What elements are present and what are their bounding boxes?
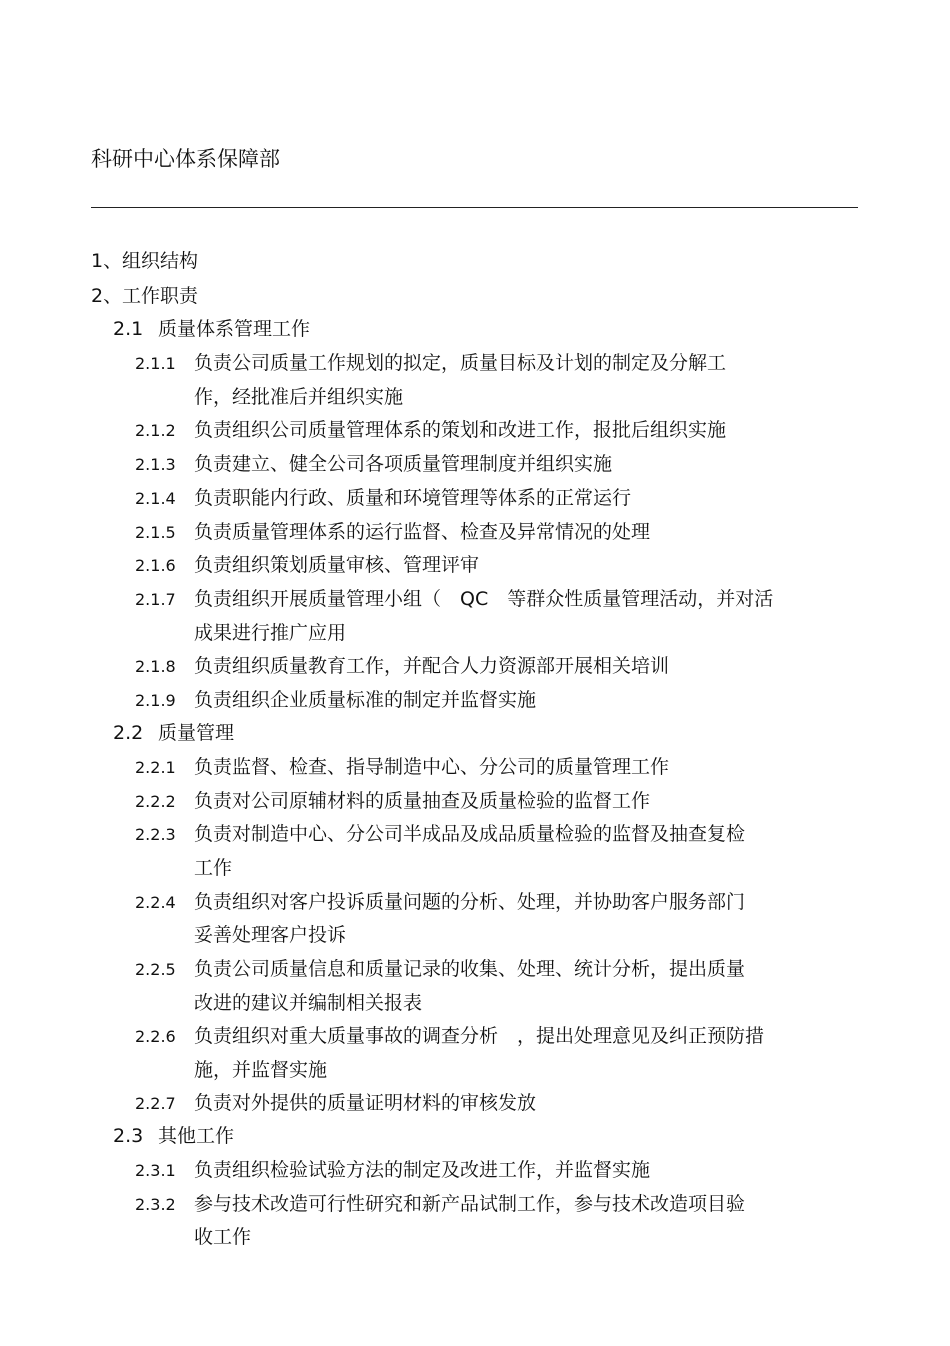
item-text: 参与技术改造可行性研究和新产品试制工作，参与技术改造项目验 [194, 1193, 746, 1215]
item-number: 2.1.1 [135, 354, 176, 373]
item-text: 工作 [194, 857, 233, 879]
item-number: 2.2.4 [135, 893, 176, 912]
item-text: 负责组织企业质量标准的制定并监督实施 [194, 689, 537, 711]
item-number: 2.1.5 [135, 523, 176, 542]
item-text: 负责组织对客户投诉质量问题的分析、处理，并协助客户服务部门 [194, 891, 746, 913]
item-text: 负责对公司原辅材料的质量抽查及质量检验的监督工作 [194, 790, 651, 812]
section-heading: 组织结构 [122, 250, 199, 272]
item-text: 收工作 [194, 1226, 252, 1248]
subsection-number: 2.1 [113, 318, 144, 340]
item-number: 2.2.6 [135, 1027, 176, 1046]
item-number: 2.1.4 [135, 489, 176, 508]
item-text: 负责组织检验试验方法的制定及改进工作，并监督实施 [194, 1159, 651, 1181]
item-number: 2.2.2 [135, 792, 176, 811]
item-number: 2.2.3 [135, 825, 176, 844]
item-number: 2.3.1 [135, 1161, 176, 1180]
item-text: 负责公司质量工作规划的拟定，质量目标及计划的制定及分解工 [194, 352, 727, 374]
item-text: 负责质量管理体系的运行监督、检查及异常情况的处理 [194, 521, 651, 543]
item-text: 改进的建议并编制相关报表 [194, 992, 423, 1014]
item-number: 2.2.7 [135, 1094, 176, 1113]
item-number: 2.1.8 [135, 657, 176, 676]
item-number: 2.2.1 [135, 758, 176, 777]
item-number: 2.1.7 [135, 590, 176, 609]
subsection-number: 2.3 [113, 1125, 144, 1147]
item-number: 2.3.2 [135, 1195, 176, 1214]
section-heading: 工作职责 [122, 285, 199, 307]
section-number: 1、 [91, 250, 123, 272]
item-text: 施，并监督实施 [194, 1059, 328, 1081]
item-text: 成果进行推广应用 [194, 622, 347, 644]
item-text: 负责组织策划质量审核、管理评审 [194, 554, 480, 576]
item-text: 负责组织质量教育工作，并配合人力资源部开展相关培训 [194, 655, 670, 677]
item-number: 2.1.6 [135, 556, 176, 575]
item-text: 负责组织公司质量管理体系的策划和改进工作，报批后组织实施 [194, 419, 727, 441]
item-number: 2.2.5 [135, 960, 176, 979]
subsection-heading: 质量体系管理工作 [158, 318, 311, 340]
subsection-number: 2.2 [113, 722, 144, 744]
item-text: 负责公司质量信息和质量记录的收集、处理、统计分析，提出质量 [194, 958, 746, 980]
item-number: 2.1.3 [135, 455, 176, 474]
item-text: 妥善处理客户投诉 [194, 924, 347, 946]
item-text: 负责组织开展质量管理小组（ QC 等群众性质量管理活动，并对活 [194, 588, 774, 610]
item-text: 负责建立、健全公司各项质量管理制度并组织实施 [194, 453, 613, 475]
page-title: 科研中心体系保障部 [91, 147, 280, 171]
item-number: 2.1.2 [135, 421, 176, 440]
item-text: 负责对外提供的质量证明材料的审核发放 [194, 1092, 537, 1114]
item-text: 负责组织对重大质量事故的调查分析 ，提出处理意见及纠正预防措 [194, 1025, 765, 1047]
title-divider [91, 207, 858, 208]
section-number: 2、 [91, 285, 123, 307]
subsection-heading: 质量管理 [158, 722, 235, 744]
subsection-heading: 其他工作 [158, 1125, 235, 1147]
item-text: 负责监督、检查、指导制造中心、分公司的质量管理工作 [194, 756, 670, 778]
item-number: 2.1.9 [135, 691, 176, 710]
item-text: 负责对制造中心、分公司半成品及成品质量检验的监督及抽查复检 [194, 823, 746, 845]
item-text: 作，经批准后并组织实施 [194, 386, 404, 408]
item-text: 负责职能内行政、质量和环境管理等体系的正常运行 [194, 487, 632, 509]
